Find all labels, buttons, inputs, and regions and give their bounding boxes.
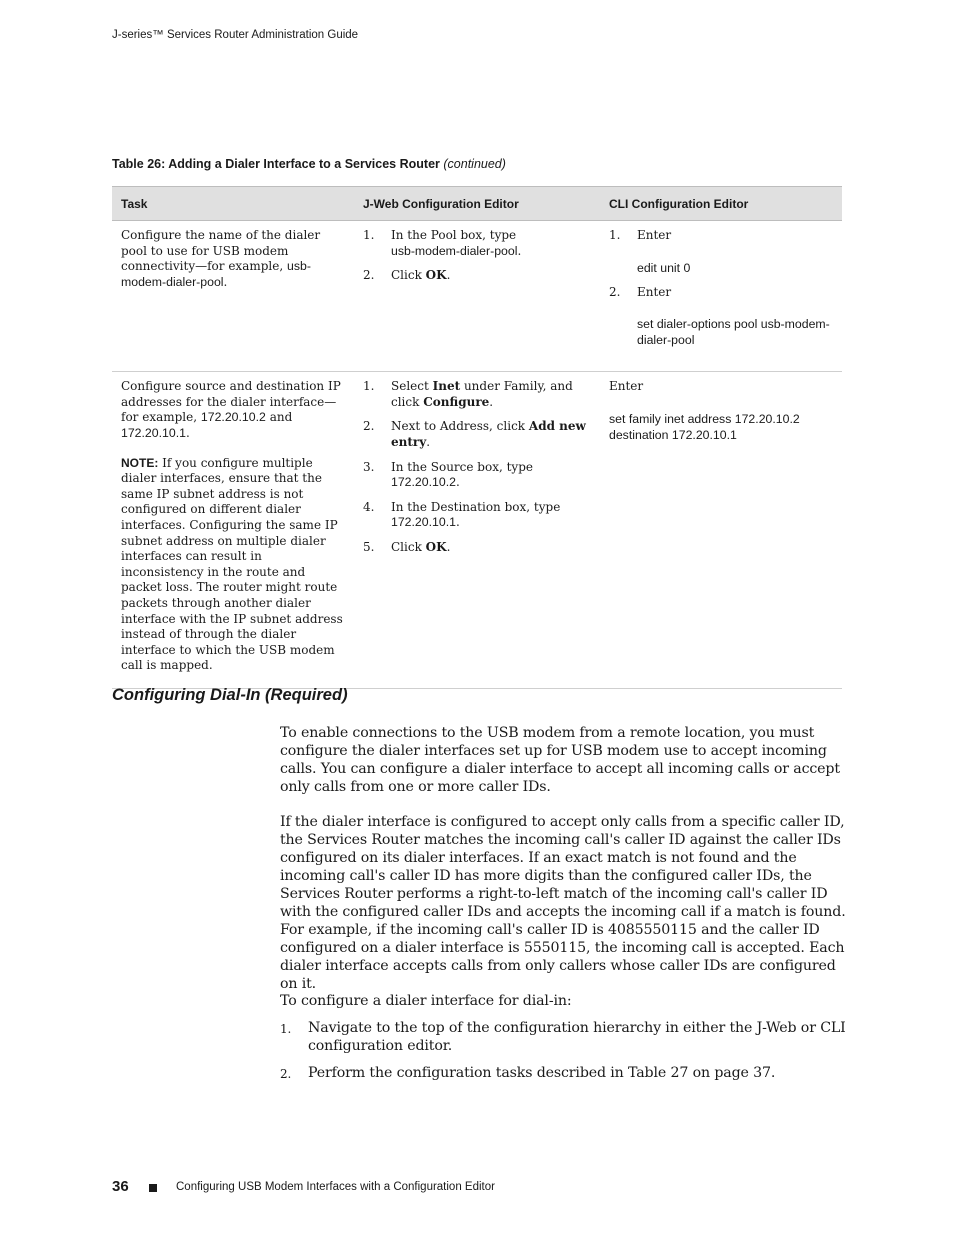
cli-command: set dialer-options pool usb-modem-dialer-pool <box>637 317 830 348</box>
jweb-step <box>363 228 591 259</box>
step-bold: Inet <box>432 379 461 394</box>
step-suffix: . <box>455 475 460 490</box>
procedure-list <box>280 1019 846 1091</box>
cli-cell <box>600 221 842 372</box>
step-code: usb-modem-dialer-pool <box>391 243 518 258</box>
jweb-step <box>363 419 591 450</box>
task-and: and <box>269 410 293 425</box>
body-paragraph: If the dialer interface is configured to accept only calls from a specific caller ID, the Services Router matches the incoming call's caller ID against the caller IDs configured on its dialer interfaces. If an exact match is not found and the incoming call's caller ID has more digits than the configured caller IDs, the Services Router performs a right-to-left match of the incoming call's caller ID with the configured caller IDs and accepts the incoming call if a match is found. For example, if the incoming call's caller ID is 4085550115 and the caller ID configured on a dialer interface is 5550115, the incoming call is accepted. Each dialer interface accepts calls from only callers whose caller IDs are configured on it. <box>280 814 846 992</box>
cli-enter-text: Enter <box>609 379 644 394</box>
step-text: In the Destination box, type <box>391 499 561 514</box>
step-number: 1. <box>363 228 375 242</box>
jweb-step <box>363 500 591 531</box>
step-number: 3. <box>363 459 375 474</box>
step-number: 2. <box>363 268 375 283</box>
step-number: 1. <box>363 379 375 394</box>
task-description: Configure source and destination IP addresses for the dialer interface—for example, <box>121 379 341 425</box>
step-text: Perform the configuration tasks described in Table 27 on page 37. <box>308 1065 776 1081</box>
step-prefix: Select <box>391 379 433 394</box>
step-suffix: . <box>446 539 451 554</box>
table-row <box>112 372 842 689</box>
jweb-step <box>363 460 591 491</box>
step-bold: Configure <box>423 394 490 409</box>
cli-command: set family inet address 172.20.10.2 destination 172.20.10.1 <box>609 411 800 442</box>
note-label: NOTE: <box>121 455 159 470</box>
task-cell: Configure the name of the dialer pool to use for USB modem connectivity—for example, usb-modem-dialer-pool. <box>112 221 354 372</box>
footer-separator-square <box>149 1184 157 1192</box>
jweb-cell <box>354 221 600 372</box>
note-text: If you configure multiple dialer interfaces, ensure that the same IP subnet address is not configured on different dialer interfaces. Configuring the same IP subnet address on multiple dialer interfaces can result in inconsistency in the route and packet loss. The router might route packets through another dialer interface with the IP subnet address instead of through the dialer interface to which the USB modem call is mapped. <box>121 455 343 673</box>
step-prefix: Click <box>391 539 426 554</box>
step-code: 172.20.10.2 <box>391 475 456 490</box>
cli-step <box>609 285 833 349</box>
step-suffix: . <box>489 394 494 409</box>
running-header: J-series™ Services Router Administration Guide <box>112 29 359 41</box>
table-caption-title: Table 26: Adding a Dialer Interface to a Services Router <box>112 157 440 171</box>
cli-step <box>609 228 833 276</box>
jweb-cell <box>354 372 600 689</box>
cli-steps <box>609 228 833 348</box>
step-bold: OK <box>425 268 447 283</box>
jweb-steps <box>363 379 591 555</box>
step-prefix: Next to Address, click <box>391 419 529 434</box>
step-text: In the Source box, type <box>391 459 533 474</box>
step-suffix: . <box>446 268 451 283</box>
step-number: 5. <box>363 539 375 554</box>
column-header-task: Task <box>112 187 354 221</box>
dialer-table <box>112 186 842 689</box>
table-row <box>112 221 842 372</box>
procedure-step <box>280 1064 846 1082</box>
step-text: Enter <box>637 284 672 299</box>
step-suffix: . <box>517 243 522 258</box>
column-header-cli: CLI Configuration Editor <box>600 187 842 221</box>
note <box>121 456 345 674</box>
step-number: 1. <box>609 228 621 242</box>
column-header-jweb: J-Web Configuration Editor <box>354 187 600 221</box>
step-text: Enter <box>637 228 672 242</box>
task-cell: Configure source and destination IP addresses for the dialer interface—for example, 172.20.10.2 and 172.20.10.1. NOTE: If you configure multiple dialer interfaces, ensure that the same IP subnet address is not configured on different dialer interfaces. Configuring the same IP subnet address on multiple dialer interfaces can result in inconsistency in the route and packet loss. The router might route packets through another dialer interface with the IP subnet address instead of through the dialer interface to which the USB modem call is mapped. <box>112 372 354 689</box>
step-suffix: . <box>455 515 460 530</box>
step-number: 2. <box>280 1067 292 1081</box>
step-number: 2. <box>363 419 375 434</box>
task-description: Configure the name of the dialer pool to use for USB modem connectivity—for example, <box>121 228 321 274</box>
step-prefix: Click <box>391 268 426 283</box>
step-number: 1. <box>280 1022 292 1036</box>
table-caption-continued: (continued) <box>443 157 506 171</box>
body-paragraph: To enable connections to the USB modem from a remote location, you must configure the dialer interfaces set up for USB modem use to accept incoming calls. You can configure a dialer interface to accept all incoming calls or accept only calls from one or more caller IDs. <box>280 725 840 795</box>
step-bold: Add new entry <box>391 419 586 449</box>
step-suffix: . <box>426 434 431 449</box>
cli-cell <box>600 372 842 689</box>
step-bold: OK <box>425 539 447 554</box>
jweb-step <box>363 540 591 556</box>
task-example-ip: 172.20.10.2 <box>200 410 266 425</box>
footer-chapter-title: Configuring USB Modem Interfaces with a Configuration Editor <box>176 1181 495 1193</box>
step-code: 172.20.10.1 <box>391 515 456 530</box>
step-text: In the Pool box, type <box>391 228 517 242</box>
step-number: 4. <box>363 499 375 514</box>
jweb-steps <box>363 228 591 284</box>
section-heading: Configuring Dial-In (Required) <box>112 686 348 704</box>
step-text: Navigate to the top of the configuration hierarchy in either the J-Web or CLI configuration editor. <box>308 1020 846 1054</box>
page-number: 36 <box>112 1178 129 1195</box>
body-paragraph: To configure a dialer interface for dial-in: <box>280 993 572 1009</box>
task-example-ip: 172.20.10.1 <box>121 425 186 440</box>
cli-command: edit unit 0 <box>637 260 691 275</box>
table-header-row <box>112 187 842 221</box>
step-middle: under Family, and click <box>391 379 573 409</box>
task-example-code: usb-modem-dialer-pool <box>121 259 311 289</box>
table-caption <box>112 157 506 171</box>
jweb-step <box>363 268 591 284</box>
procedure-step <box>280 1019 846 1055</box>
step-number: 2. <box>609 284 621 299</box>
jweb-step <box>363 379 591 410</box>
